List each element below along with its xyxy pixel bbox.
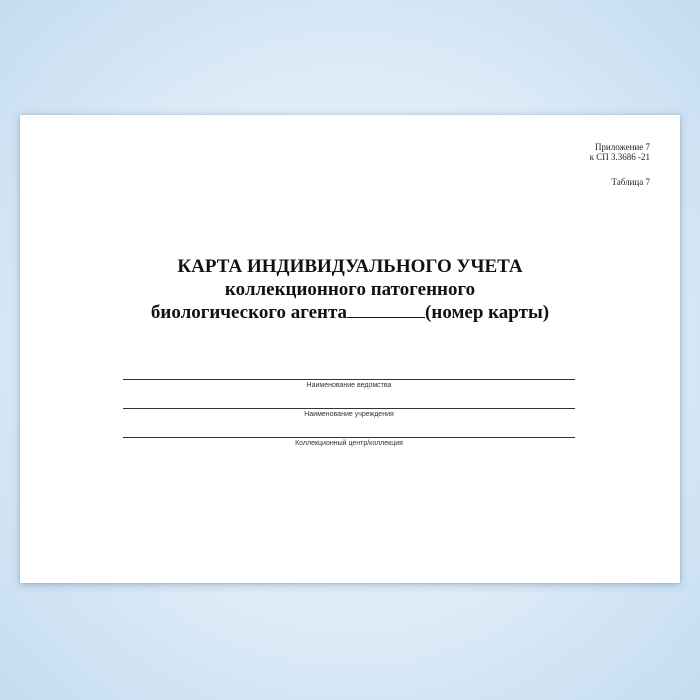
collection-center-caption: Коллекционный центр/коллекция [295,440,403,447]
appendix-reference [590,142,650,162]
document-title [20,255,680,324]
table-label: Таблица 7 [611,177,650,187]
appendix-line-2: к СП 3.3686 -21 [589,152,650,162]
institution-name-field [123,408,575,419]
institution-name-caption: Наименование учреждения [304,411,394,418]
card-number-blank [347,301,425,318]
document-sheet [20,115,680,583]
title-line-1: КАРТА ИНДИВИДУАЛЬНОГО УЧЕТА [177,256,523,277]
title-line-3-suffix: (номер карты) [425,302,550,323]
appendix-line-1: Приложение 7 [594,142,650,152]
title-line-3 [20,301,680,324]
ministry-name-caption: Наименование ведомства [306,382,392,389]
title-line-3-prefix: биологического агента [150,302,348,323]
ministry-name-field [123,379,575,390]
collection-center-field [123,437,575,448]
title-line-2: коллекционного патогенного [224,279,476,300]
